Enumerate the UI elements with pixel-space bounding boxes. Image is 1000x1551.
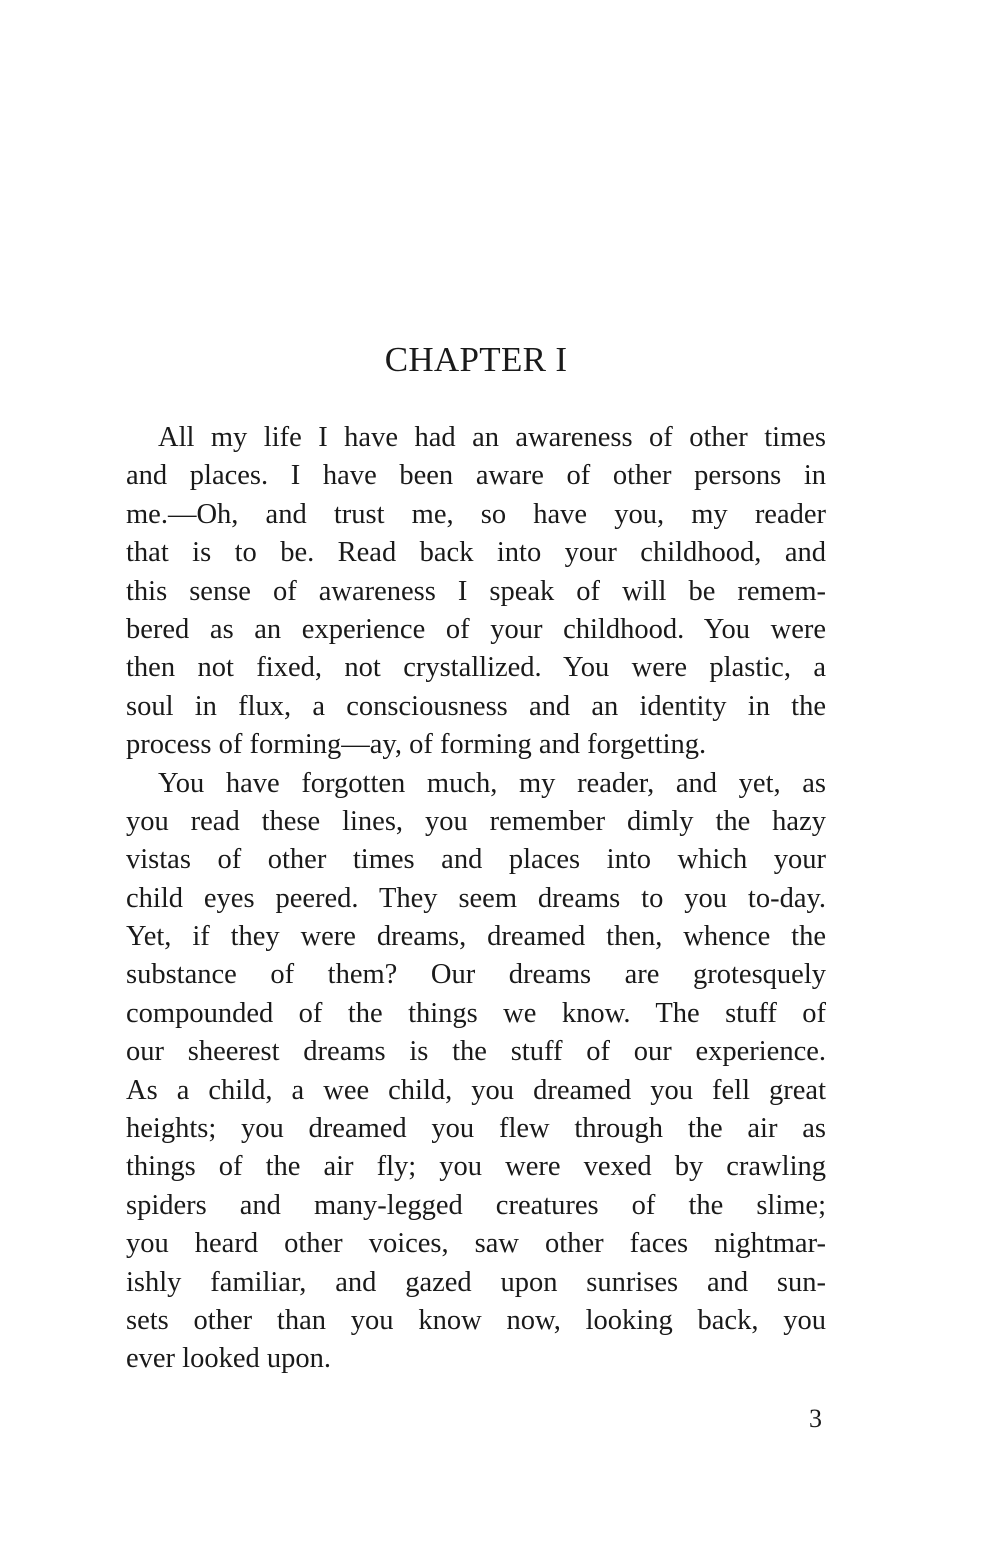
paragraph-line: As a child, a wee child, you dreamed you fell great (126, 1074, 826, 1106)
paragraph-line: ever looked upon. (126, 1343, 331, 1375)
paragraph-line: soul in flux, a consciousness and an identity in the (126, 690, 826, 722)
paragraph-line: child eyes peered. They seem dreams to you to-day. (126, 882, 826, 914)
paragraph-line: you read these lines, you remember dimly the hazy (126, 805, 826, 837)
paragraph-line: and places. I have been aware of other persons in (126, 460, 826, 492)
paragraph-line: substance of them? Our dreams are grotesquely (126, 959, 826, 991)
paragraph-line: our sheerest dreams is the stuff of our experience. (126, 1036, 826, 1068)
page-number: 3 (809, 1404, 822, 1433)
paragraph-line: this sense of awareness I speak of will be remem- (126, 575, 826, 607)
paragraph-line: Yet, if they were dreams, dreamed then, whence the (126, 921, 826, 953)
paragraph-line: bered as an experience of your childhood. You were (126, 613, 826, 645)
paragraph-1 (126, 419, 826, 765)
paragraph-line: things of the air fly; you were vexed by crawling (126, 1151, 826, 1183)
paragraph-line: You have forgotten much, my reader, and yet, as (158, 767, 826, 799)
paragraph-line: then not fixed, not crystallized. You were plastic, a (126, 652, 826, 684)
paragraph-line: spiders and many-legged creatures of the slime; (126, 1189, 826, 1221)
paragraph-line: vistas of other times and places into which your (126, 844, 826, 876)
paragraph-line: All my life I have had an awareness of other times (158, 422, 826, 453)
paragraph-line: me.—Oh, and trust me, so have you, my reader (126, 498, 826, 530)
paragraph-2 (126, 765, 826, 1379)
paragraph-line: process of forming—ay, of forming and forgetting. (126, 729, 707, 761)
paragraph-line: that is to be. Read back into your childhood, and (126, 537, 826, 569)
paragraph-line: ishly familiar, and gazed upon sunrises and sun- (126, 1266, 826, 1298)
paragraph-line: heights; you dreamed you flew through the air as (126, 1113, 826, 1145)
paragraph-line: sets other than you know now, looking back, you (126, 1304, 826, 1336)
chapter-body (126, 419, 826, 1379)
chapter-title: CHAPTER I (384, 340, 568, 379)
paragraph-line: you heard other voices, saw other faces nightmar- (126, 1228, 826, 1260)
paragraph-line: compounded of the things we know. The stuff of (126, 997, 826, 1029)
